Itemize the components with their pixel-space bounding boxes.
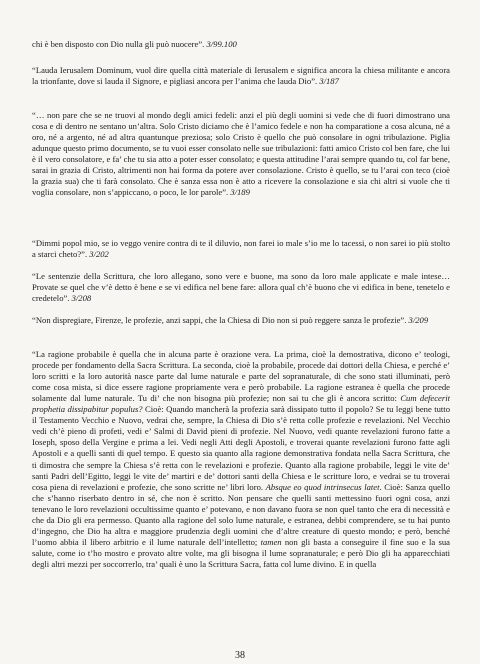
quote-2-text: “Lauda Ierusalem Dominum, vuol dire quella città materiale di Ierusalem e significa ancora la chiesa militante e ancora la trionfante, dove si lauda il Signore, e pigliasi ancora per l’anima che lauda Dio”. — [32, 64, 450, 86]
quote-6-text: “Non dispregiare, Firenze, le profezie, anzi sappi, che la Chiesa di Dio non si può reggere sanza le profezie”. — [32, 314, 409, 325]
long-quote-latin: Absque eo quod intrinsecus latet — [265, 481, 380, 492]
long-quote — [32, 349, 450, 571]
quote-3 — [32, 110, 450, 199]
quote-3-text: “… non pare che se ne truovi al mondo degli amici fedeli: anzi el più degli uomini si vede che di fuori dimostrano una cosa e di dentro ne sentano un’altra. Solo Cristo diciamo che è l’amico fedele e non ha comparatione a cosa alcuna, né a oro, né a argento, né ad altra quantunque preziosa; solo Cristo è quello che può consolare in ogni tribulazione. Piglia adunque questo primo documento, se tu vuoi esser consolato nelle sue tribulazioni: fatti amico Cristo col ben fare, che lui è il vero consolatore, e fa’ che tu sia atto a poter esser consolato; e questa attitudine l’arai sempre quando tu, col far bene, sarai in grazia di Cristo, altrimenti non hai forma da potere aver consolazione. Cristo è quello, se tu l’arai con teco (cioè la grazia sua) che ti farà consolato. Che è sanza essa non è atto a ricevere la consolazione e sia chi altri si vuole che ti voglia consolare, non s’appiccano, o poco, le lor parole”. — [32, 109, 450, 198]
page-number: 38 — [235, 650, 245, 661]
long-quote-segment: “La ragione probabile è quella che in alcuna parte è orazione vera. La prima, cioè la demostrativa, dicono e’ teologi, procede per fondamento della Sacra Scrittura. La seconda, cioè la probabile, procede dai dottori della Chiesa, e perché e’ loro scritti e la loro autorità nasce parte dal lume naturale e parte del sopranaturale, di che sono stati illuminati, però come cosa mista, si dice essere ragione propriamente vera e però probabile. La ragione estranea è quella che procede solamente dal lume naturale. Tu di’ che non bisogna più profezie; non sai tu che gli è ancora scritto: — [32, 348, 450, 403]
quote-4-text: “Dimmi popol mio, se io veggo venire contra di te il diluvio, non farei io male s’io me lo tacessi, o non sarei io più stolto a starci cheto?”. — [32, 237, 450, 259]
quote-1-ref: 3/99.100 — [206, 38, 237, 49]
long-quote-segment: Cioè: Quando mancherà la profezia sarà dissipato tutto il popolo? Se tu leggi bene tutto il Testamento Vecchio e Nuovo, vedrai che, sempre, la Chiesa di Dio s’è retta colle profezie e revelazioni. Nel Vecchio vedi ch’è pieno di profeti, vedi e’ Salmi di David pieni di profezie. Nel Nuovo, vedi quante revelazioni furono fatte a Ioseph, sposo della Vergine e prima a lei. Vedi negli Atti degli Apostoli, e troverai quante revelazioni furono fatte agli Apostoli e a quelli santi di quel tempo. E questo sia quanto alla ragione demonstrativa fondata nella Sacra Scrittura, che ti dimostra che sempre la Chiesa s’è retta con le revelazioni e profezie. Quanto alla ragione probabile, leggi le vite de’ santi Padri dell’Egitto, leggi le vite de’ martiri e de’ dottori santi della Chiesa e le scritture loro, e vedrai se tu troverai cosa piena di revelazioni e profezie, che sono scritte ne’ libri loro. — [32, 404, 450, 492]
quote-4-ref: 3/202 — [89, 248, 109, 259]
quote-4 — [32, 238, 450, 260]
quote-3-ref: 3/189 — [230, 187, 250, 198]
quote-1-text: chi è ben disposto con Dio nulla gli può nuocere”. — [32, 38, 207, 49]
quote-6-ref: 3/209 — [408, 314, 429, 325]
quote-6 — [32, 315, 450, 326]
quote-5-text: “Le sentenzie della Scrittura, che loro allegano, sono vere e buone, ma sono da loro male applicate e male intese… Provate se quel che v’è detto è bene e se vi edifica nel bene fare: allora qual ch’è buono che vi edifica in bene, tenetelo e credetelo”. — [32, 270, 450, 303]
quote-5-ref: 3/208 — [71, 292, 92, 303]
long-quote-latin: Cum defecerit prophetia dissipabitur populus? — [32, 392, 450, 415]
quote-2-ref: 3/187 — [319, 75, 339, 86]
long-quote-segment: . Cioè: Sanza quello che s’hanno riserbato dentro in sé, che non è scritto. Non pensare che quelli santi mettessino fuori ogni cosa, anzi tenevano le loro revelazioni occultissime quanto e’ potevano, e non davano fuora se non quel tanto che era di necessità e che da Dio gli era permesso. Quanto alla ragione del solo lume naturale, e estranea, debbi comprendere, se tu hai punto d’ingegno, che Dio ha altra e maggiore prudenzia degli uomini che d’altre creature di questo mondo; e però, benché l’uomo abbia il libero arbitrio e il lume naturale dell’intelletto; — [32, 481, 450, 548]
quote-5 — [32, 271, 450, 304]
quote-2 — [32, 65, 450, 87]
long-quote-segment: non gli basta a conseguire il fine suo e la sua salute, come io t’ho mostro e provato altre volte, ma gli bisogna il lume sopranaturale; e però Dio gli ha apparecchiati degli altri mezzi per soccorrerlo, tra’ quali è uno la Scrittura Sacra, fatta col lume divino. E in quella — [32, 537, 450, 570]
long-quote-latin: tamen — [260, 537, 282, 548]
quote-1 — [32, 39, 450, 50]
